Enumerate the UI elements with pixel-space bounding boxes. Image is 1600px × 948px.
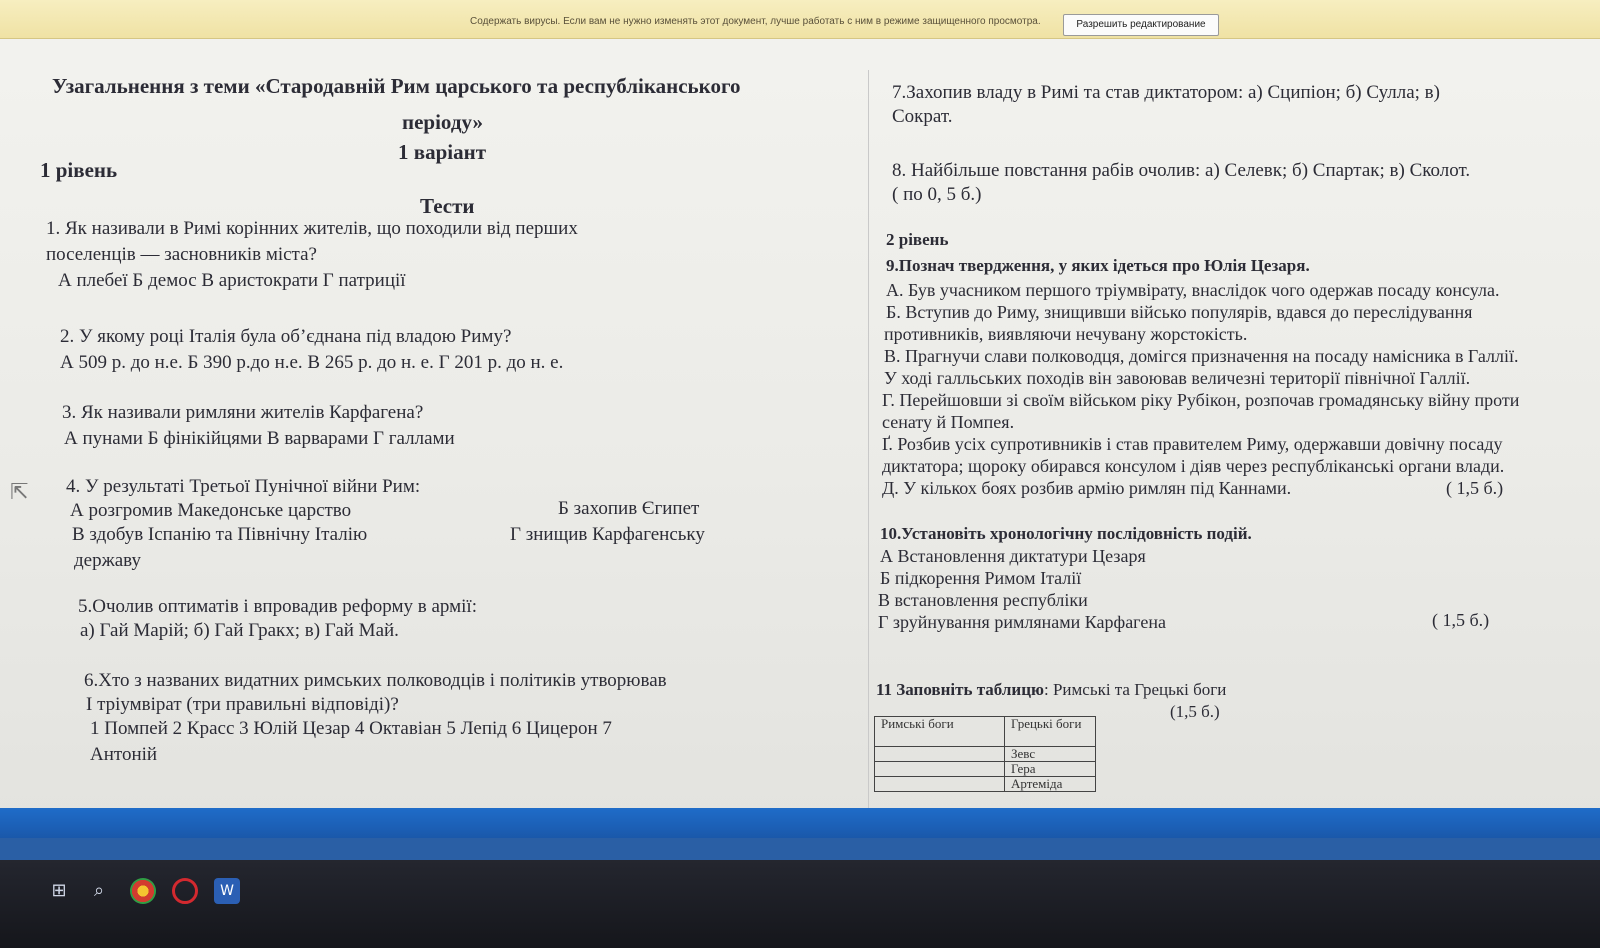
- q9-statement-g: Г. Перейшовши зі своїм військом ріку Рубікон, розпочав громадянську війну проти: [882, 390, 1520, 410]
- q7-line2: Сократ.: [892, 106, 953, 127]
- taskbar: [0, 860, 1600, 948]
- q7-line1: 7.Захопив владу в Римі та став диктатором: а) Сципіон; б) Сулла; в): [892, 82, 1440, 103]
- variant-heading: 1 варіант: [398, 140, 487, 164]
- table-cell-roman[interactable]: [875, 747, 1005, 762]
- q1-line1: 1. Як називали в Римі корінних жителів, що походили від перших: [46, 218, 578, 239]
- q2-question: 2. У якому році Італія була об’єднана під владою Риму?: [60, 326, 512, 347]
- table-cell-roman[interactable]: [875, 777, 1005, 792]
- q9-statement-gg-cont: диктатора; щороку обирався консулом і діяв через республіканські органи влади.: [882, 456, 1505, 476]
- q4-option-g: Г знищив Карфагенську: [510, 524, 705, 545]
- q11-points: (1,5 б.): [1170, 702, 1220, 721]
- search-icon[interactable]: ⌕: [93, 880, 105, 901]
- opera-icon[interactable]: [172, 878, 198, 904]
- chrome-icon[interactable]: [130, 878, 156, 904]
- q3-question: 3. Як називали римляни жителів Карфагена?: [62, 402, 424, 423]
- windows-icon[interactable]: ⊞: [51, 880, 67, 901]
- level2-heading: 2 рівень: [886, 230, 949, 249]
- q9-statement-gg: Ґ. Розбив усіх супротивників і став правителем Риму, одержавши довічну посаду: [882, 434, 1503, 454]
- word-icon[interactable]: W: [214, 878, 240, 904]
- q4-option-g-cont: державу: [74, 550, 141, 571]
- enable-editing-button[interactable]: Разрешить редактирование: [1063, 14, 1219, 36]
- q9-statement-v-cont: У ході галльських походів він завоював величезні території північної Галлії.: [884, 368, 1471, 388]
- q11-heading-rest: : Римські та Грецькі боги: [1043, 680, 1227, 699]
- q4-option-a: А розгромив Македонське царство: [70, 500, 352, 521]
- protected-view-message: Содержать вирусы. Если вам не нужно изменять этот документ, лучше работать с ним в режиме защищенного просмотра.: [470, 16, 1041, 27]
- q10-event-g: Г зруйнування римлянами Карфагена: [878, 612, 1166, 632]
- q6-options: 1 Помпей 2 Красс 3 Юлій Цезар 4 Октавіан 5 Лепід 6 Цицерон 7: [90, 718, 612, 739]
- q2-options: А 509 р. до н.е. Б 390 р.до н.е. В 265 р. до н. е. Г 201 р. до н. е.: [60, 352, 564, 373]
- q1-line2: поселенців — засновників міста?: [46, 244, 317, 265]
- protected-view-bar: [0, 0, 1600, 39]
- q9-statement-v: В. Прагнучи слави полководця, домігся призначення на посаду намісника в Галлії.: [884, 346, 1519, 366]
- q9-heading: 9.Познач твердження, у яких ідеться про Юлія Цезаря.: [886, 256, 1310, 275]
- q11-heading: [876, 680, 1226, 700]
- table-header-roman: Римські боги: [875, 717, 1005, 747]
- table-row: [875, 762, 1096, 777]
- q6-line2: І тріумвірат (три правильні відповіді)?: [86, 694, 399, 715]
- q11-heading-bold: 11 Заповніть таблицю: [876, 680, 1044, 699]
- window-status-area: [0, 808, 1600, 838]
- q3-options: А пунами Б фінікійцями В варварами Г галлами: [64, 428, 455, 449]
- q9-statement-b: Б. Вступив до Риму, знищивши військо популярів, вдався до переслідування: [886, 302, 1473, 322]
- level1-heading: 1 рівень: [40, 158, 118, 182]
- mouse-cursor-icon: ⇱: [10, 480, 29, 505]
- table-header-greek: Грецькі боги: [1005, 717, 1096, 747]
- gods-table: [874, 716, 1096, 792]
- word-status-bar: [0, 838, 1600, 860]
- q9-points: ( 1,5 б.): [1446, 478, 1504, 498]
- q9-statement-a: А. Був учасником першого тріумвірату, внаслідок чого одержав посаду консула.: [886, 280, 1500, 300]
- q10-event-v: В встановлення республіки: [878, 590, 1088, 610]
- q4-option-b: Б захопив Єгипет: [558, 498, 700, 519]
- q5-options: а) Гай Марій; б) Гай Гракх; в) Гай Май.: [80, 620, 399, 641]
- table-cell-greek: Артеміда: [1005, 777, 1096, 792]
- document-title-line2: періоду»: [402, 110, 483, 134]
- q10-event-b: Б підкорення Римом Італії: [880, 568, 1082, 588]
- q8-line1: 8. Найбільше повстання рабів очолив: а) Селевк; б) Спартак; в) Сколот.: [892, 160, 1471, 181]
- q4-question: 4. У результаті Третьої Пунічної війни Рим:: [66, 476, 421, 497]
- q10-points: ( 1,5 б.): [1432, 610, 1490, 630]
- q9-statement-d: Д. У кількох боях розбив армію римлян під Каннами.: [882, 478, 1292, 498]
- table-row: [875, 747, 1096, 762]
- q6-options-cont: Антоній: [90, 744, 158, 765]
- tests-heading: Тести: [420, 194, 475, 218]
- table-cell-roman[interactable]: [875, 762, 1005, 777]
- document-page: [0, 40, 1600, 840]
- q1-options: А плебеї Б демос В аристократи Г патриції: [58, 270, 406, 291]
- q8-points: ( по 0, 5 б.): [892, 184, 982, 205]
- q9-statement-g-cont: сенату й Помпея.: [882, 412, 1015, 432]
- column-divider: [868, 70, 869, 840]
- document-title-line1: Узагальнення з теми «Стародавній Рим царського та республіканського: [52, 74, 741, 98]
- table-row: [875, 777, 1096, 792]
- q5-question: 5.Очолив оптиматів і впровадив реформу в армії:: [78, 596, 477, 617]
- q10-event-a: А Встановлення диктатури Цезаря: [880, 546, 1146, 566]
- q6-line1: 6.Хто з названих видатних римських полководців і політиків утворював: [84, 670, 667, 691]
- q10-heading: 10.Установіть хронологічну послідовність подій.: [880, 524, 1252, 543]
- q9-statement-b-cont: противників, виявляючи нечувану жорстокість.: [884, 324, 1248, 344]
- q4-option-v: В здобув Іспанію та Північну Італію: [72, 524, 368, 545]
- table-cell-greek: Зевс: [1005, 747, 1096, 762]
- table-cell-greek: Гера: [1005, 762, 1096, 777]
